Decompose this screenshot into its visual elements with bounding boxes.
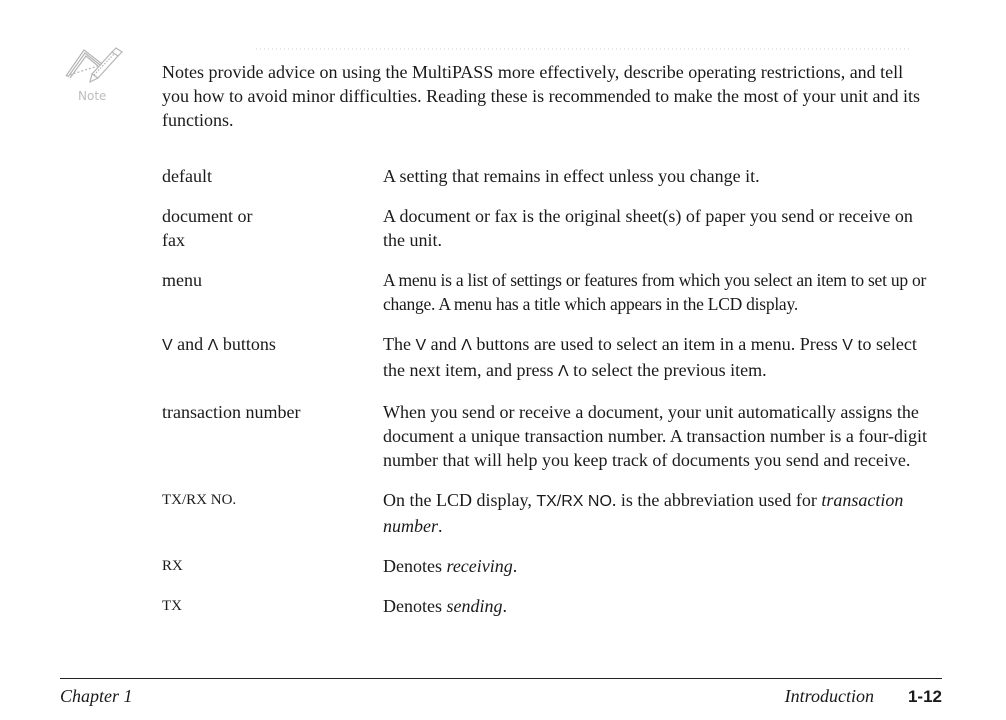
footer-section-title: Introduction [784, 686, 874, 706]
definitions-list [162, 164, 932, 634]
footer-chapter: Chapter 1 [60, 686, 133, 706]
term-menu: menu [162, 270, 202, 290]
definition-row-down-up-buttons [162, 332, 932, 384]
definition-row-document-or-fax [162, 204, 932, 252]
term-default: default [162, 166, 212, 186]
term-tx: TX [162, 598, 182, 614]
note-paragraph: Notes provide advice on using the MultiPASS more effectively, describe operating restrictions, and tell you how to avoid minor difficulties. Reading these is recommended to make the most of your unit and its functions. [162, 62, 921, 130]
down-arrow-symbol: V [162, 337, 173, 354]
definition-row-tx [162, 594, 932, 618]
definition-tx: Denotes sending. [383, 596, 507, 616]
footer-divider [60, 678, 942, 679]
term-document-or-fax: document or fax [162, 206, 253, 250]
up-arrow-symbol: Λ [207, 337, 219, 354]
definition-row-menu [162, 268, 932, 316]
term-transaction-number: transaction number [162, 402, 301, 422]
footer-page-number: 1-12 [907, 687, 942, 706]
down-arrow-symbol: V [415, 337, 427, 354]
term-tx-rx-no: TX/RX NO. [162, 492, 237, 508]
note-pencil-icon [56, 44, 140, 104]
down-arrow-symbol: V [842, 337, 853, 354]
term-rx: RX [162, 558, 183, 574]
definition-row-tx-rx-no [162, 488, 932, 538]
up-arrow-symbol: Λ [461, 337, 472, 354]
definition-tx-rx-no: On the LCD display, TX/RX NO. is the abbreviation used for transaction number. [383, 490, 904, 536]
footer-right [785, 684, 942, 709]
definition-down-up-buttons: The V and Λ buttons are used to select an item in a menu. Press V to select the next item, and press Λ to select the previous item. [383, 334, 917, 380]
definition-row-transaction-number [162, 400, 932, 472]
definition-row-default [162, 164, 932, 188]
definition-default: A setting that remains in effect unless you change it. [383, 166, 760, 186]
lcd-code-text: TX/RX NO [536, 493, 612, 510]
definition-rx: Denotes receiving. [383, 556, 518, 576]
faint-dotted-rule [256, 48, 912, 50]
definition-transaction-number: When you send or receive a document, your unit automatically assigns the document a unique transaction number. A transaction number is a four-digit number that will help you keep track of documents you send and receive. [383, 402, 928, 470]
definition-row-rx [162, 554, 932, 578]
note-icon-label: Note [78, 89, 107, 103]
up-arrow-symbol: Λ [557, 363, 569, 380]
term-down-up-buttons: V and Λ buttons [162, 334, 276, 354]
definition-document-or-fax: A document or fax is the original sheet(s) of paper you send or receive on the unit. [383, 206, 913, 250]
definition-menu: A menu is a list of settings or features from which you select an item to set up or change. A menu has a title which appears in the LCD display. [383, 270, 927, 314]
